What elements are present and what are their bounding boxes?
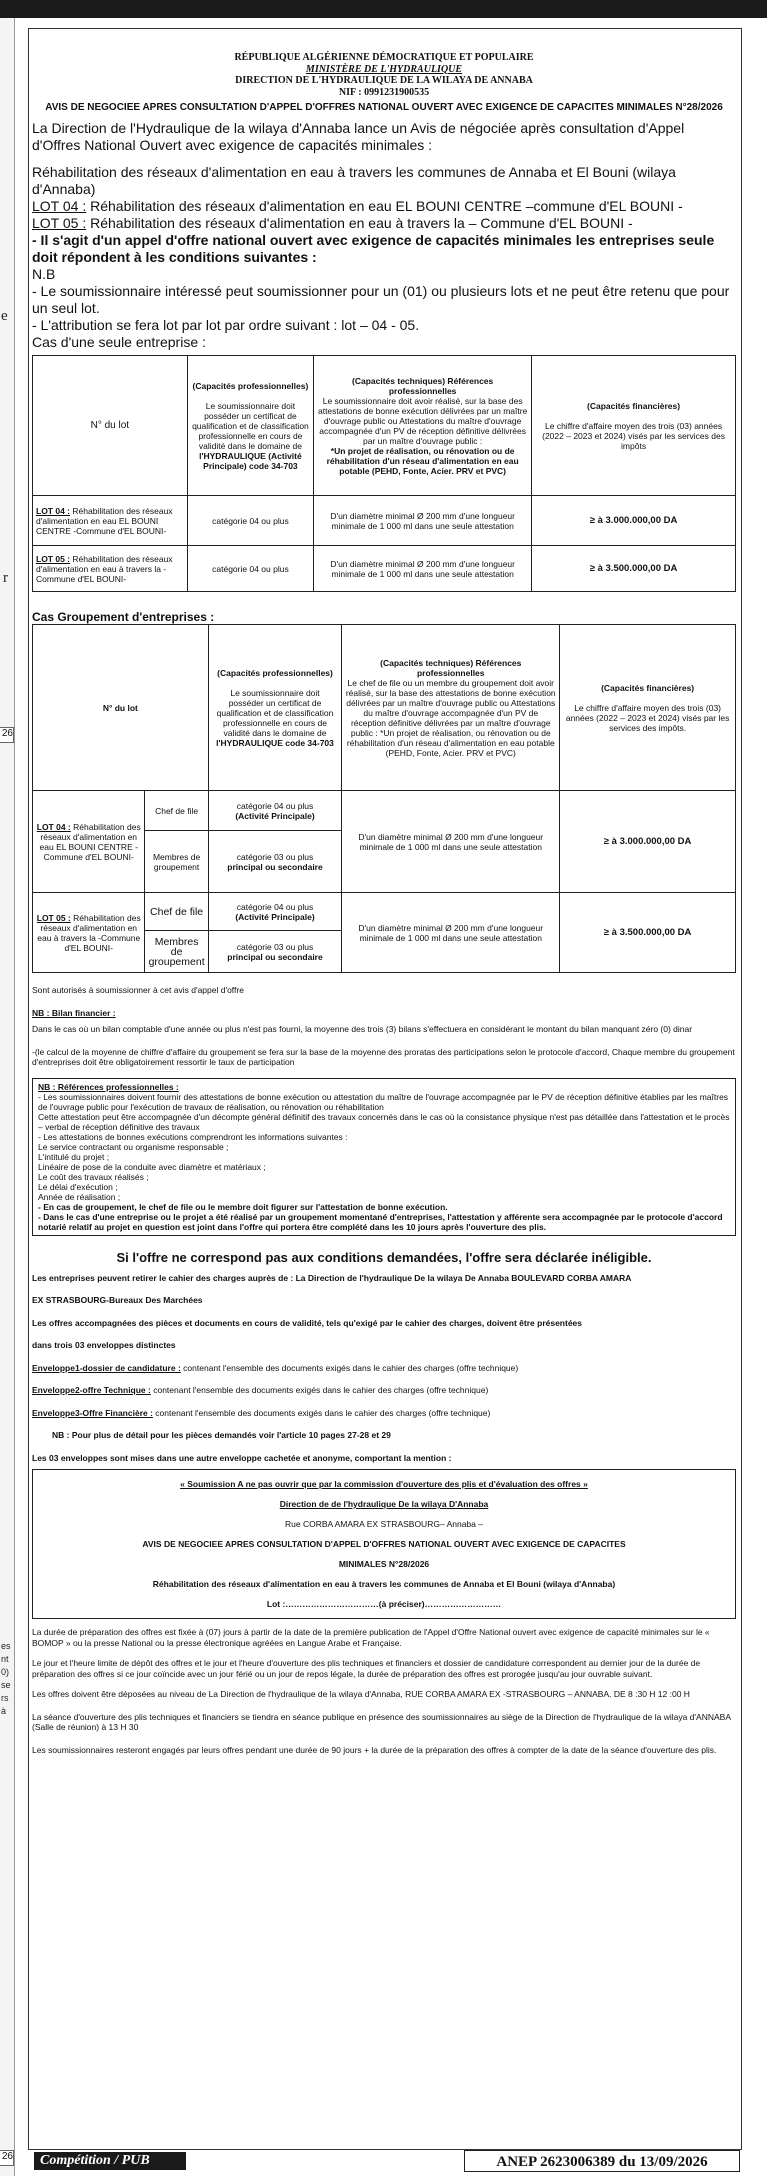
tech-cell: D'un diamètre minimal Ø 200 mm d'une longueur minimale de 1 000 ml dans une seule attestation [342, 893, 560, 973]
top-black-bar [0, 0, 767, 18]
nif-line: NIF : 0991231900535 [338, 86, 430, 98]
footer-bar [28, 2150, 740, 2172]
left-side-lines: es nt 0) se rs à [1, 1641, 11, 1716]
project-title: Réhabilitation des réseaux d'alimentation en eau à travers les communes de Annaba et El Bouni (wilaya d'Annaba) [32, 164, 676, 197]
fin-cell: ≥ à 3.000.000,00 DA [560, 791, 736, 893]
tech-cell: D'un diamètre minimal Ø 200 mm d'une longueur minimale de 1 000 ml dans une seule attestation [314, 546, 532, 592]
lot05-line: LOT 05 : Réhabilitation des réseaux d'alimentation en eau à travers la – Commune d'EL BOUNI - [32, 215, 633, 231]
deposit-text: Les offres doivent être déposées au niveau de La Direction de l'hydraulique de la wilaya d'Annaba, RUE CORBA AMARA EX -STRASBOURG – ANNABA. DE 8 :30 H 12 :00 H [32, 1689, 690, 1699]
chef-cell: Chef de file [145, 791, 208, 831]
members-cell: Membres de groupement [145, 931, 208, 973]
attribution-rule: - L'attribution se fera lot par lot par ordre suivant : lot – 04 - 05. [32, 317, 420, 333]
lots-rule: - Le soumissionnaire intéressé peut soumissionner pour un (01) ou plusieurs lots et ne peut être retenu que pour un seul lot. [32, 283, 730, 316]
nb-pieces: NB : Pour plus de détail pour les pièces demandés voir l'article 10 pages 27-28 et 29 [52, 1430, 391, 1440]
col-lot-header: N° du lot [33, 356, 188, 496]
authorized-line: Sont autorisés à soumissionner à cet avis d'appel d'offre [32, 985, 244, 995]
retrieve-line: Les entreprises peuvent retirer le cahier des charges auprès de : La Direction de l'hydraulique De la wilaya De Annaba BOULEVARD CORBA AMARA [32, 1272, 632, 1283]
nb-label: N.B [32, 266, 56, 282]
conditions-paragraph: - Il s'agit d'un appel d'offre national ouvert avec exigence de capacités minimales les entreprises seule doit répondent à les conditions suivantes : [32, 232, 715, 265]
envelope-3: Enveloppe3-Offre Financière : contenant l'ensemble des documents exigés dans le cahier des charges (offre technique) [32, 1407, 491, 1418]
envelope-mention-box: « Soumission A ne pas ouvrir que par la commission d'ouverture des plis et d'évaluation des offres » Direction de de l'hydraulique De la wilaya D'Annaba Rue CORBA AMARA EX STRASBOURG– Annaba – AVIS DE NEGOCIEE APRES CONSULTATION D'APPEL D'OFFRES NATIONAL OUVERT AVEC EXIGENCE DE CAPACITES MINIMALES N°28/2026 Réhabilitation des réseaux d'alimentation en eau à travers les communes de Annaba et El Bouni (wilaya d'Annaba) Lot :……………………………(à préciser)……………………… [32, 1469, 736, 1619]
anep-reference: ANEP 2623006389 du 13/09/2026 [464, 2150, 740, 2172]
single-company-heading: Cas d'une seule entreprise : [32, 334, 206, 350]
fin-cell: ≥ à 3.500.000,00 DA [560, 893, 736, 973]
group-heading: Cas Groupement d'entreprises : [32, 610, 215, 624]
header-block [32, 52, 736, 98]
cat-mem-cell: catégorie 03 ou plus principal ou secondaire [208, 831, 342, 893]
retrieve-line-2: EX STRASBOURG-Bureaux Des Marchées [32, 1295, 203, 1305]
bilan-text: Dans le cas où un bilan comptable d'une année ou plus n'est pas fourni, la moyenne des trois (3) bilans s'effectuera en considérant le montant du bilan manquant zéro (0) dinar [32, 1024, 693, 1034]
nb-references-box: NB : Références professionnelles : - Les soumissionnaires doivent fournir des attestations de bonne exécution ou attestation du maître de l'ouvrage accompagnée par le PV de réception définitive établies par les maîtres de l'ouvrage public pour l'exécution de travaux de réalisation, ou rénovation ou réhabilitation Cette attestation peut être accompagnée d'un décompte général définitif des travaux concernés dans le cas où la consistance physique n'est pas détaillée dans l'attestation et le procès – verbal de réception définitive des travaux - Les attestations de bonnes exécutions comprendront les informations suivantes : Le service contractant ou organisme responsable ; L'intitulé du projet ; Linéaire de pose de la conduite avec diamètre et matériaux ; Le coût des travaux réalisés ; Le délai d'exécution ; Année de réalisation ; - En cas de groupement, le chef de file ou le membre doit figurer sur l'attestation de bonne exécution. - Dans le cas d'une entreprise ou le projet a été réalisé par un groupement momentané d'entreprises, l'attestation y afférente sera accompagnée par le protocole d'accord notarié relatif au projet en question est joint dans l'offre qui portera être complété dans les 10 jours après l'ouverture des plis. [32, 1078, 736, 1236]
envelope-1: Enveloppe1-dossier de candidature : contenant l'ensemble des documents exigés dans le cahier des charges (offre technique) [32, 1362, 519, 1373]
ministry-line: MINISTÈRE DE L'HYDRAULIQUE [305, 63, 463, 75]
calcul-text: -(le calcul de la moyenne de chiffre d'affaire du groupement se fera sur la base de la moyenne des proratas des participations selon le protocole d'accord, Chaque membre du groupement d'entreprises doit être obligatoirement ressortir le taux de participation [32, 1046, 735, 1067]
intro-paragraph: La Direction de l'Hydraulique de la wilaya d'Annaba lance un Avis de négociée après consultation d'Appel d'Offres National Ouvert avec exigence de capacités minimales : [32, 120, 685, 153]
offers-line: Les offres accompagnées des pièces et documents en cours de validité, tels qu'exigé par le cahier des charges, doivent être présentées [32, 1317, 583, 1328]
tech-cell: D'un diamètre minimal Ø 200 mm d'une longueur minimale de 1 000 ml dans une seule attestation [342, 791, 560, 893]
members-cell: Membres de groupement [145, 831, 208, 893]
col-prof-header: (Capacités professionnelles) Le soumissionnaire doit posséder un certificat de qualification et de classification professionnelle en cours de validité dans le domaine de l'HYDRAULIQUE (Activité Principale) code 34-703 [187, 356, 314, 496]
notice-title: AVIS DE NEGOCIEE APRES CONSULTATION D'APPEL D'OFFRES NATIONAL OUVERT AVEC EXIGENCE DE CAPACITES MINIMALES N°28/2026 [45, 102, 723, 113]
table-row [33, 893, 736, 931]
cat-mem-cell: catégorie 03 ou plus principal ou secondaire [208, 931, 342, 973]
fin-cell: ≥ à 3.500.000,00 DA [532, 546, 736, 592]
lot-cell: LOT 05 : Réhabilitation des réseaux d'alimentation en eau à travers la -Commune d'EL BOUNI- [33, 893, 145, 973]
col-lot-header: N° du lot [33, 625, 209, 791]
ineligible-warning: Si l'offre ne correspond pas aux conditions demandées, l'offre sera déclarée inéligible. [116, 1249, 652, 1265]
table-row [33, 496, 736, 546]
fin-cell: ≥ à 3.000.000,00 DA [532, 496, 736, 546]
table-row [33, 546, 736, 592]
announcement-content [32, 52, 736, 1755]
duration-text: La durée de préparation des offres est fixée à (07) jours à partir de la date de la première publication de l'Appel d'Offre National ouvert avec exigence de capacité minimales sur le « BOMOP » ou la presse National ou la presse électronique agréées en Langue Arabe et Française. [32, 1627, 710, 1648]
republic-line: RÉPUBLIQUE ALGÉRIENNE DÉMOCRATIQUE ET POPULAIRE [234, 52, 534, 63]
lot-cell: LOT 04 : Réhabilitation des réseaux d'alimentation en eau EL BOUNI CENTRE -Commune d'EL BOUNI- [33, 496, 188, 546]
nb-bilan-label: NB : Bilan financier : [32, 1007, 116, 1018]
col-fin-header: (Capacités financières) Le chiffre d'affaire moyen des trois (03) années (2022 – 2023 et 2024) visés par les services des impôts [532, 356, 736, 496]
left-page-number: 26 [0, 727, 14, 743]
cat-chef-cell: catégorie 04 ou plus (Activité Principale) [208, 893, 342, 931]
left-column-fragment [0, 18, 15, 2176]
col-tech-header: (Capacités techniques) Références professionnelles Le chef de file ou un membre du groupement doit avoir réalisé, sur la base des attestations de bonne exécution délivrées par un maître d'ouvrage public ou Attestations du maître d'ouvrage accompagnée d'un PV de réception définitive délivrées par un maître d'ouvrage public : *Un projet de réalisation, ou rénovation ou de réhabilitation d'un réseau d'alimentation en eau potable (PEHD, Fonte, Acier. PRV et PVC) [342, 625, 560, 791]
lot04-line: LOT 04 : Réhabilitation des réseaux d'alimentation en eau EL BOUNI CENTRE –commune d'EL BOUNI - [32, 198, 683, 214]
prof-cell: catégorie 04 ou plus [187, 546, 314, 592]
group-table [32, 624, 736, 973]
table-row [33, 791, 736, 831]
left-fragment-text: r [3, 570, 8, 586]
col-prof-header: (Capacités professionnelles) Le soumissionnaire doit posséder un certificat de qualification et de classification professionnelle en cours de validité dans le domaine de l'HYDRAULIQUE code 34-703 [208, 625, 342, 791]
lot-cell: LOT 05 : Réhabilitation des réseaux d'alimentation en eau à travers la -Commune d'EL BOUNI- [33, 546, 188, 592]
commitment-text: Les soumissionnaires resteront engagés par leurs offres pendant une durée de 90 jours + la durée de la préparation des offres à compter de la date de la séance d'ouverture des plis. [32, 1744, 717, 1755]
tech-cell: D'un diamètre minimal Ø 200 mm d'une longueur minimale de 1 000 ml dans une seule attestation [314, 496, 532, 546]
col-tech-header: (Capacités techniques) Références professionnelles Le soumissionnaire doit avoir réalisé, sur la base des attestations de bonne exécution délivrées par un maître d'ouvrage public ou Attestations du maître d'ouvrage accompagnée d'un PV de réception définitive délivrées par un maître d'ouvrage public : *Un projet de réalisation, ou rénovation ou de réhabilitation d'un réseau d'alimentation en eau potable (PEHD, Fonte, Acier. PRV et PVC) [314, 356, 532, 496]
competition-label: Compétition / PUB [34, 2152, 186, 2170]
session-text: La séance d'ouverture des plis techniques et financiers se tiendra en séance publique en présence des soumissionnaires au siège de la Direction de l'hydraulique de la wilaya d'ANNABA (Salle de réunion) à 13 H 30 [32, 1711, 731, 1732]
left-page-number: 26 [0, 2150, 14, 2166]
envelope-2: Enveloppe2-offre Technique : contenant l'ensemble des documents exigés dans le cahier des charges (offre technique) [32, 1385, 489, 1395]
single-company-table [32, 355, 736, 592]
direction-line: DIRECTION DE L'HYDRAULIQUE DE LA WILAYA DE ANNABA [235, 75, 533, 86]
left-fragment-text: e [1, 308, 8, 324]
cat-chef-cell: catégorie 04 ou plus (Activité Principale) [208, 791, 342, 831]
col-fin-header: (Capacités financières) Le chiffre d'affaire moyen des trois (03) années (2022 – 2023 et 2024) visés par les services des impôts. [560, 625, 736, 791]
prof-cell: catégorie 04 ou plus [187, 496, 314, 546]
lot-cell: LOT 04 : Réhabilitation des réseaux d'alimentation en eau EL BOUNI CENTRE -Commune d'EL BOUNI- [33, 791, 145, 893]
envelopes-mention: Les 03 enveloppes sont mises dans une autre enveloppe cachetée et anonyme, comportant la mention : [32, 1452, 452, 1463]
deadline-text: Le jour et l'heure limite de dépôt des offres et le jour et l'heure d'ouverture des plis techniques et financiers et dossier de candidature correspondent au dernier jour de la durée de préparation des offres si ce jour coïncide avec un jour férié ou un jour de repos légale, la durée de préparation des offres est prorogée jusqu'au jour ouvrable suivant. [32, 1658, 701, 1679]
chef-cell: Chef de file [145, 893, 208, 931]
offers-line-2: dans trois 03 enveloppes distinctes [32, 1340, 176, 1350]
